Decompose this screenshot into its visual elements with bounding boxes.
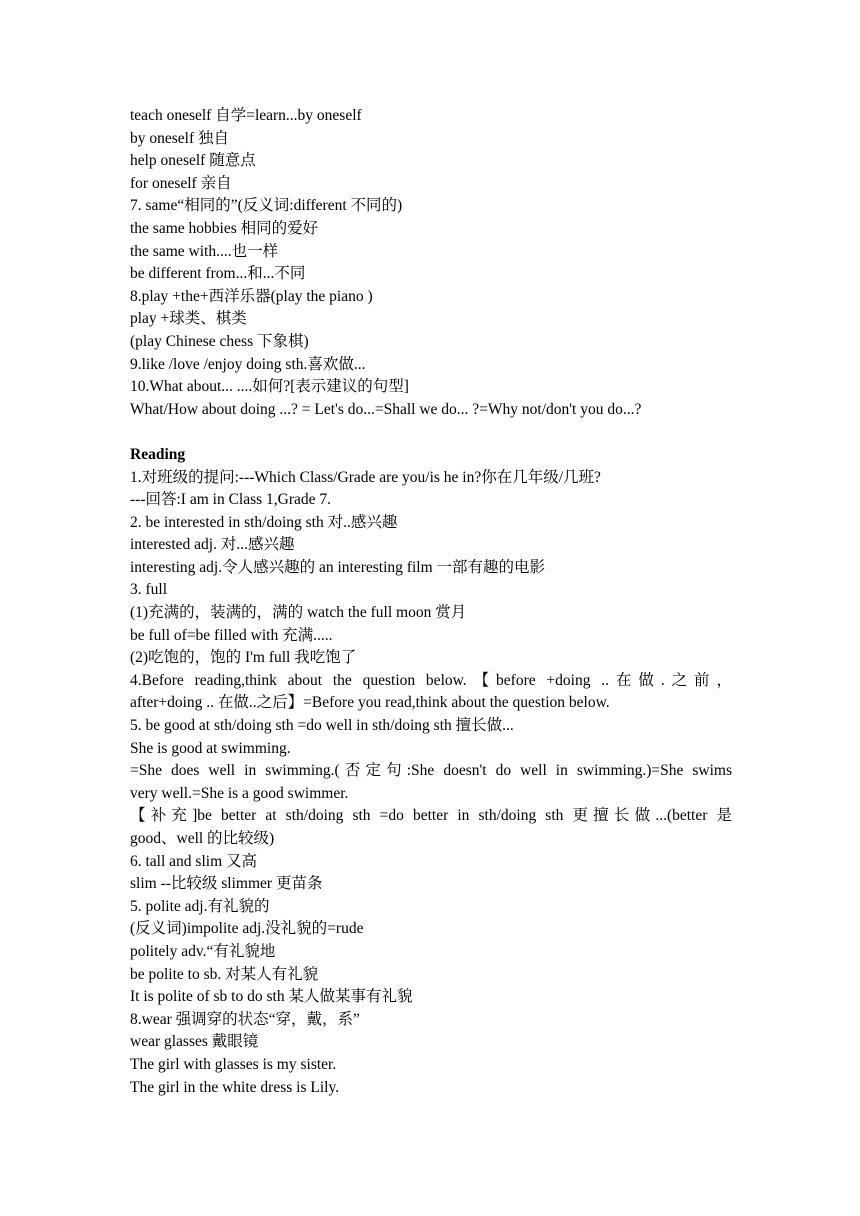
text-line: (play Chinese chess 下象棋) (130, 332, 309, 350)
text-line: ---回答:I am in Class 1,Grade 7. (130, 491, 332, 509)
text-line: 10.What about... ....如何?[表示建议的句型] (130, 378, 409, 396)
text-line: 1.对班级的提问:---Which Class/Grade are you/is he in?你在几年级/几班? (130, 468, 601, 486)
text-line: be polite to sb. 对某人有礼貌 (130, 965, 319, 983)
text-line: (2)吃饱的，饱的 I'm full 我吃饱了 (130, 649, 357, 667)
paragraph-line: good、well 的比较级) (130, 830, 275, 847)
text-line: teach oneself 自学=learn...by oneself (130, 107, 362, 124)
paragraph-line: after+doing .. 在做..之后】=Before you read,think about the question below. (130, 694, 610, 712)
text-line: 5. polite adj.有礼貌的 (130, 897, 270, 915)
text-line: 2. be interested in sth/doing sth 对..感兴趣 (130, 513, 398, 531)
text-line: 8.wear 强调穿的状态“穿，戴，系” (130, 1010, 360, 1028)
text-line: The girl with glasses is my sister. (130, 1055, 337, 1073)
paragraph-line: very well.=She is a good swimmer. (130, 784, 349, 802)
text-line: The girl in the white dress is Lily. (130, 1078, 340, 1096)
text-line: the same with....也一样 (130, 242, 279, 260)
text-line: politely adv.“有礼貌地 (130, 942, 276, 960)
paragraph-line: =She does well in swimming.(否定句:She doesn't do well in swimming.)=She swims (130, 762, 732, 780)
paragraph-line: 4.Before reading,think about the question below.【before +doing ..在做.之前， (130, 671, 732, 689)
text-line: slim --比较级 slimmer 更苗条 (130, 875, 323, 893)
text-line: 8.play +the+西洋乐器(play the piano ) (130, 287, 373, 305)
text-line: play +球类、棋类 (130, 310, 247, 328)
paragraph-line: 【补充]be better at sth/doing sth =do better in sth/doing sth 更擅长做...(better 是 (130, 807, 732, 825)
section-heading-reading: Reading (130, 445, 186, 463)
text-line: 7. same“相同的”(反义词:different 不同的) (130, 197, 403, 215)
text-line: be different from...和...不同 (130, 265, 306, 283)
text-line: She is good at swimming. (130, 739, 291, 757)
text-line: (反义词)impolite adj.没礼貌的=rude (130, 920, 364, 938)
text-line: help oneself 随意点 (130, 152, 256, 170)
text-line: 3. full (130, 581, 168, 599)
text-line: wear glasses 戴眼镜 (130, 1033, 259, 1051)
text-line: interesting adj.令人感兴趣的 an interesting film 一部有趣的电影 (130, 558, 546, 576)
text-line: 6. tall and slim 又高 (130, 852, 258, 870)
text-line: the same hobbies 相同的爱好 (130, 219, 319, 237)
document-page (130, 105, 732, 1099)
text-line: It is polite of sb to do sth 某人做某事有礼貌 (130, 988, 413, 1006)
text-line: 9.like /love /enjoy doing sth.喜欢做... (130, 355, 366, 373)
text-line: for oneself 亲自 (130, 174, 232, 192)
text-line: interested adj. 对...感兴趣 (130, 536, 295, 554)
text-line: What/How about doing ...? = Let's do...=Shall we do... ?=Why not/don't you do...? (130, 400, 642, 418)
text-line: be full of=be filled with 充满..... (130, 626, 333, 644)
text-line: 5. be good at sth/doing sth =do well in sth/doing sth 擅长做... (130, 717, 514, 735)
text-line: (1)充满的，装满的，满的 watch the full moon 赏月 (130, 604, 467, 622)
blank-line (130, 421, 732, 444)
text-line: by oneself 独自 (130, 129, 230, 147)
